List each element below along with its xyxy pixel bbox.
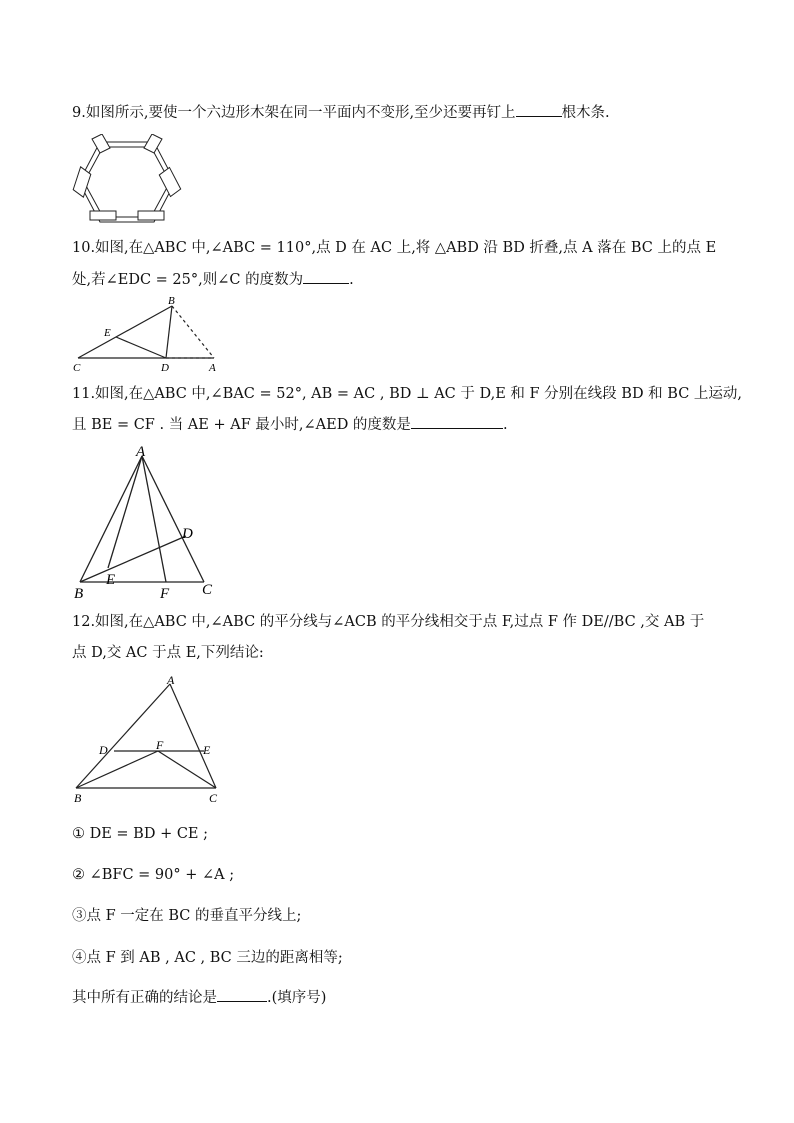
strip-top-left	[92, 134, 110, 153]
q12-conclusion-1: ① DE = BD + CE ;	[72, 826, 209, 842]
q10-answer-blank	[303, 269, 349, 284]
q11-line2	[72, 414, 508, 435]
seg-AC	[170, 684, 216, 788]
label-B: B	[74, 791, 82, 805]
strip-left	[72, 167, 92, 197]
label-E: E	[104, 327, 111, 339]
q12-ask-tail: .(填序号)	[267, 990, 327, 1006]
seg-BD	[166, 306, 172, 358]
label-D: D	[161, 362, 169, 374]
label-F: F	[160, 586, 170, 602]
q10-period: .	[349, 272, 354, 288]
label-F: F	[156, 738, 164, 752]
label-C: C	[73, 362, 81, 374]
label-B: B	[168, 295, 175, 307]
q12-conclusion-3: ③点 F 一定在 BC 的垂直平分线上;	[72, 908, 302, 924]
q12-line1: 12.如图,在△ABC 中,∠ABC 的平分线与∠ACB 的平分线相交于点 F,过点 F 作 DE//BC ,交 AB 于	[72, 614, 705, 630]
q12-conclusion-2: ② ∠BFC = 90° + ∠A ;	[72, 867, 235, 883]
q12-triangle-figure	[70, 670, 230, 810]
label-D: D	[182, 526, 193, 542]
seg-BF	[76, 751, 158, 788]
seg-AE	[108, 456, 142, 568]
strip-top-right	[144, 134, 162, 153]
strip-right	[158, 166, 182, 198]
label-D: D	[99, 743, 108, 757]
label-A: A	[167, 673, 175, 687]
q10-triangle-figure	[70, 294, 230, 374]
seg-ED	[116, 337, 166, 358]
label-E: E	[106, 572, 116, 588]
hexagon-frame-figure	[72, 134, 182, 230]
q10-text: 处,若∠EDC = 25°,则∠C 的度数为	[72, 272, 304, 288]
seg-AB	[76, 684, 170, 788]
label-A: A	[209, 362, 216, 374]
q11-text: 且 BE = CF . 当 AE + AF 最小时,∠AED 的度数是	[72, 417, 411, 433]
q9-line	[72, 102, 610, 123]
q11-line1: 11.如图,在△ABC 中,∠BAC = 52°, AB = AC , BD ⊥ AC 于 D,E 和 F 分别在线段 BD 和 BC 上运动,	[72, 386, 743, 402]
q9-tail: 根木条.	[561, 105, 610, 121]
seg-AC	[142, 456, 204, 582]
label-B: B	[74, 586, 84, 602]
q12-conclusion-4: ④点 F 到 AB , AC , BC 三边的距离相等;	[72, 950, 343, 966]
q12-ask	[72, 987, 326, 1008]
strip-bottom-left	[90, 211, 116, 220]
hexagon-inner	[84, 147, 170, 217]
q9-text: 9.如图所示,要使一个六边形木架在同一平面内不变形,至少还要再钉上	[72, 105, 516, 121]
strip-bottom-right	[138, 211, 164, 220]
q12-answer-blank	[217, 987, 267, 1002]
seg-CB	[78, 306, 172, 358]
q11-answer-blank	[411, 414, 503, 429]
q11-triangle-figure	[72, 438, 222, 602]
seg-AB	[80, 456, 142, 582]
q10-line2	[72, 269, 354, 290]
q12-ask-text: 其中所有正确的结论是	[72, 990, 217, 1006]
q12-line2: 点 D,交 AC 于点 E,下列结论:	[72, 645, 264, 661]
q10-line1: 10.如图,在△ABC 中,∠ABC = 110°,点 D 在 AC 上,将 △ABD 沿 BD 折叠,点 A 落在 BC 上的点 E	[72, 240, 717, 256]
label-C: C	[209, 791, 218, 805]
q9-answer-blank	[516, 102, 562, 117]
seg-AF	[142, 456, 166, 582]
q11-period: .	[502, 417, 508, 433]
label-A: A	[136, 444, 146, 460]
seg-BD	[80, 536, 186, 582]
label-C: C	[202, 582, 213, 598]
seg-BA-dashed	[172, 306, 214, 358]
label-E: E	[203, 743, 211, 757]
hexagon-outer	[79, 142, 175, 222]
